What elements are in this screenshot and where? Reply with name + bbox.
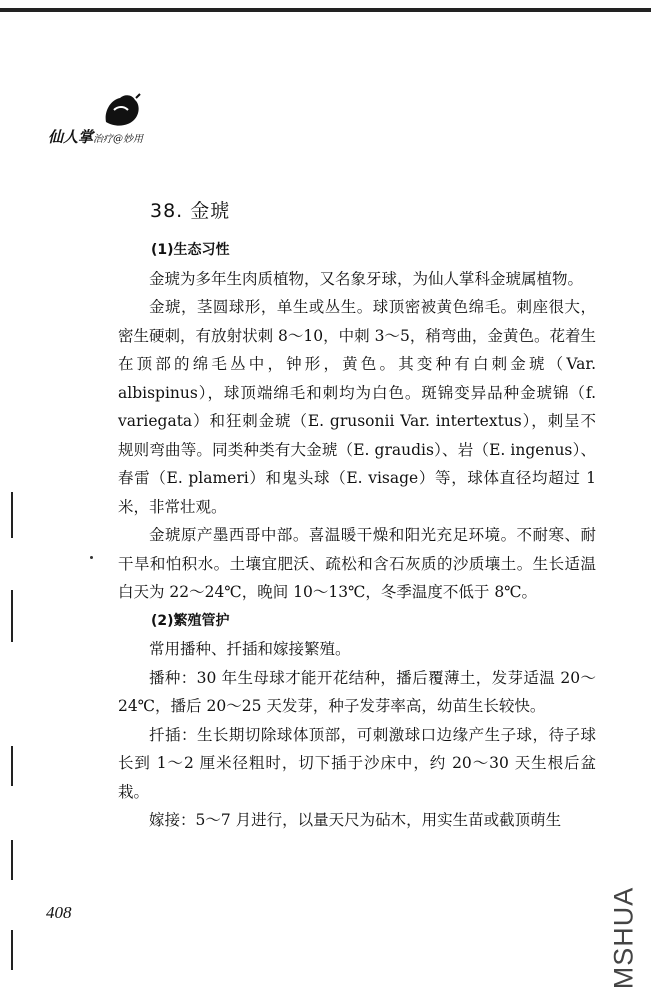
paragraph: 扦插：生长期切除球体顶部，可刺激球口边缘产生子球，待子球长到 1～2 厘米径粗时，切下插于沙床中，约 20～30 天生根后盆栽。 xyxy=(118,725,596,801)
logo-text xyxy=(48,126,143,147)
margin-mark xyxy=(11,492,13,538)
logo-main: 仙人掌 xyxy=(48,128,94,146)
margin-mark xyxy=(11,840,13,880)
logo-figure-icon xyxy=(102,92,142,130)
logo-sub: 治疗@妙用 xyxy=(93,134,144,145)
subheading-propagation: (2)繁殖管护 xyxy=(151,612,230,629)
paragraph: 常用播种、扦插和嫁接繁殖。 xyxy=(149,640,351,658)
paragraph: 金琥，茎圆球形，单生或丛生。球顶密被黄色绵毛。刺座很大，密生硬刺，有放射状刺 8～10，中刺 3～5，稍弯曲，金黄色。花着生在顶部的绵毛丛中，钟形，黄色。其变种有白刺金琥（Var. albispinus），球顶端绵毛和刺均为白色。斑锦变异品种金琥锦（f. variegata）和狂刺金琥（E. grusonii Var. intertextus），刺呈不规则弯曲等。同类种类有大金琥（E. graudis）、岩（E. ingenus）、春雷（E. plameri）和鬼头球（E. visage）等，球体直径均超过 1 米，非常壮观。 xyxy=(118,298,596,516)
paragraph: 嫁接：5～7 月进行，以量天尺为砧木，用实生苗或截顶萌生 xyxy=(149,811,562,829)
margin-mark xyxy=(11,746,13,786)
section-title: 38. 金琥 xyxy=(150,200,231,222)
scan-speck xyxy=(90,556,93,559)
margin-mark xyxy=(11,930,13,970)
body-text xyxy=(118,236,596,835)
margin-mark xyxy=(11,590,13,642)
top-rule xyxy=(0,8,651,12)
subheading-habits: (1)生态习性 xyxy=(151,242,230,258)
watermark-text: MSHUA xyxy=(608,886,639,990)
paragraph: 金琥原产墨西哥中部。喜温暖干燥和阳光充足环境。不耐寒、耐干旱和怕积水。土壤宜肥沃、疏松和含石灰质的沙质壤土。生长适温白天为 22～24℃，晚间 10～13℃，冬季温度不低于 8℃。 xyxy=(118,526,596,601)
watermark xyxy=(604,885,644,991)
page-number: 408 xyxy=(46,903,72,922)
header-logo xyxy=(48,92,228,148)
paragraph: 播种：30 年生母球才能开花结种，播后覆薄土，发芽适温 20～24℃，播后 20～25 天发芽，种子发芽率高，幼苗生长较快。 xyxy=(118,668,596,715)
paragraph: 金琥为多年生肉质植物，又名象牙球，为仙人掌科金琥属植物。 xyxy=(149,269,584,288)
